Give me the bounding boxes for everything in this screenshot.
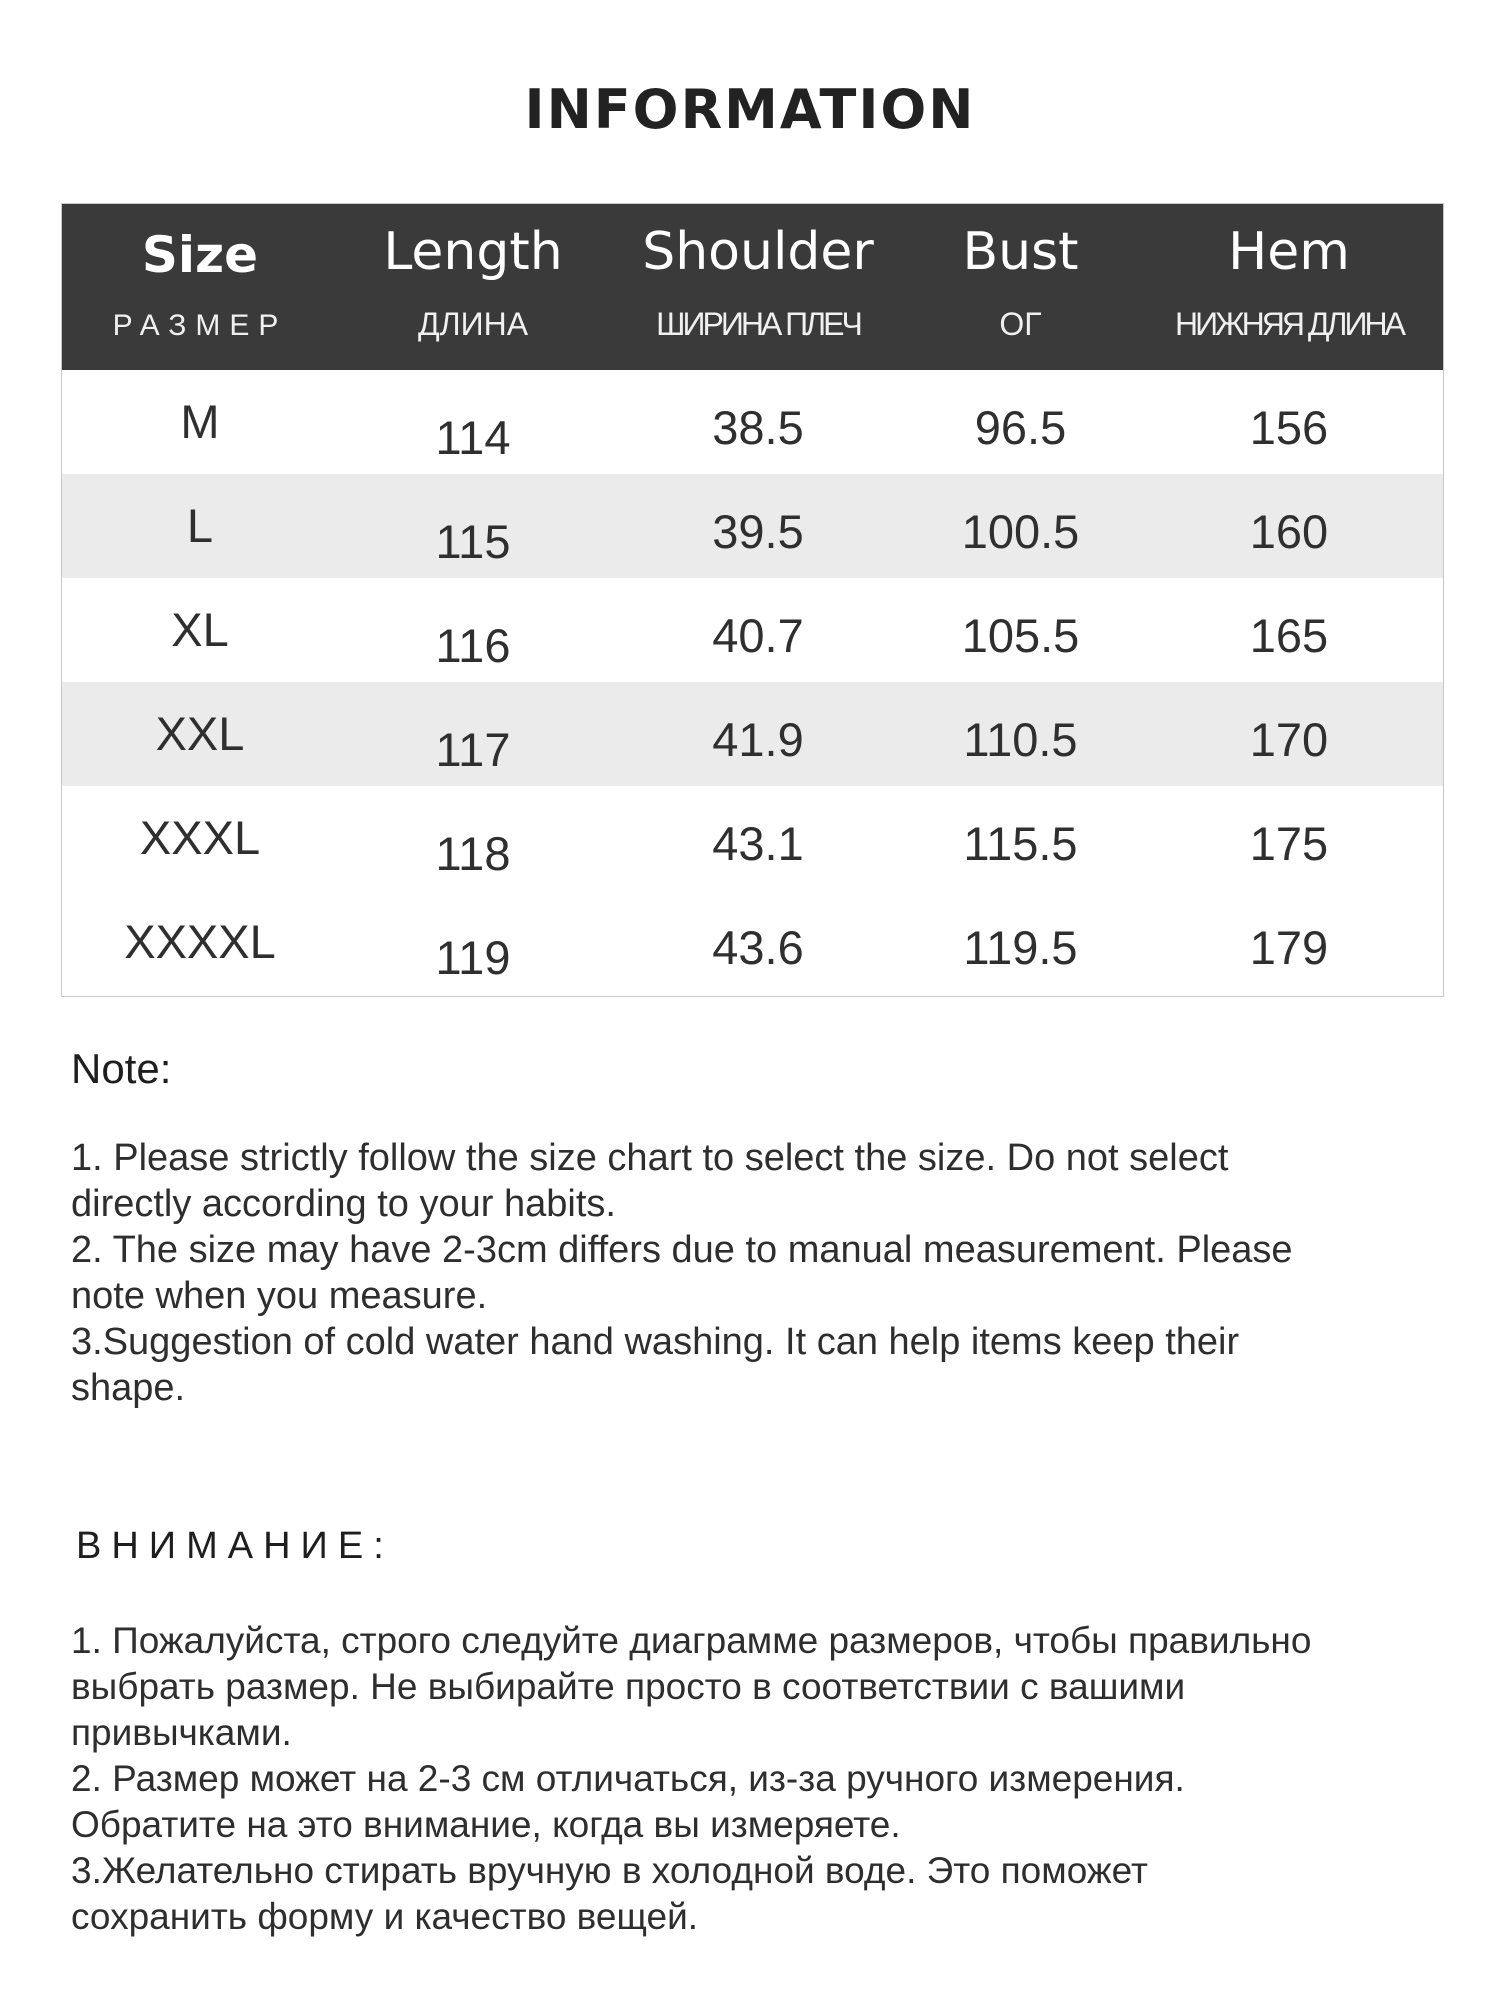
ru-note-line: сохранить форму и качество вещей.	[71, 1896, 699, 1937]
ru-note-line: выбрать размер. Не выбирайте просто в соответствии с вашими	[71, 1666, 1186, 1707]
note-line: shape.	[71, 1367, 186, 1409]
table-row	[62, 682, 1443, 786]
cell-hem: 175	[1249, 817, 1329, 870]
cell-hem: 170	[1249, 713, 1329, 766]
cell-length: 115	[435, 515, 511, 568]
cell-shoulder: 39.5	[712, 505, 804, 558]
cell-bust: 110.5	[963, 713, 1078, 766]
cell-size: XL	[171, 603, 229, 656]
size-chart-table	[61, 203, 1444, 997]
cell-shoulder: 38.5	[712, 401, 804, 454]
header-shoulder	[608, 204, 908, 370]
cell-shoulder: 43.6	[712, 921, 804, 974]
cell-length: 114	[435, 411, 511, 464]
ru-note-line: Обратите на это внимание, когда вы измеряете.	[71, 1804, 901, 1845]
note-body	[71, 1135, 1451, 1411]
note-line: 3.Suggestion of cold water hand washing. It can help items keep their	[71, 1321, 1240, 1363]
header-hem	[1133, 204, 1444, 370]
header-size-label-ru: РАЗМЕР	[112, 309, 288, 342]
header-shoulder-label-ru: ШИРИНА ПЛЕЧ	[656, 306, 860, 342]
note-line: directly according to your habits.	[71, 1183, 616, 1225]
cell-shoulder: 40.7	[712, 609, 804, 662]
header-hem-label: Hem	[1228, 222, 1350, 282]
cell-shoulder: 43.1	[712, 817, 804, 870]
cell-bust: 115.5	[963, 817, 1078, 870]
cell-bust: 119.5	[963, 921, 1078, 974]
cell-bust: 96.5	[974, 401, 1067, 454]
cell-size: L	[186, 499, 214, 552]
header-bust-label: Bust	[962, 222, 1079, 282]
table-row	[62, 786, 1443, 890]
table-row	[62, 890, 1443, 994]
note-line: note when you measure.	[71, 1275, 488, 1317]
cell-size: XXXL	[139, 811, 261, 864]
cell-bust: 100.5	[961, 505, 1080, 558]
table-header	[62, 204, 1443, 370]
cell-length: 116	[435, 619, 511, 672]
cell-size: XXL	[155, 707, 245, 760]
cell-length: 117	[435, 723, 511, 776]
cell-size: XXXXL	[124, 915, 276, 968]
header-size	[62, 204, 338, 370]
ru-note-line: 3.Желательно стирать вручную в холодной воде. Это поможет	[71, 1850, 1148, 1891]
cell-hem: 156	[1249, 401, 1329, 454]
page-title: INFORMATION	[524, 78, 976, 141]
ru-note-heading: ВНИМАНИЕ:	[76, 1525, 394, 1567]
header-bust	[908, 204, 1133, 370]
ru-note-body	[71, 1618, 1471, 1940]
cell-hem: 165	[1249, 609, 1329, 662]
note-line: 1. Please strictly follow the size chart to select the size. Do not select	[71, 1137, 1229, 1179]
note-heading: Note:	[71, 1045, 172, 1092]
cell-length: 119	[435, 931, 511, 984]
note-line: 2. The size may have 2-3cm differs due to manual measurement. Please	[71, 1229, 1293, 1271]
cell-hem: 160	[1249, 505, 1329, 558]
ru-note-line: 1. Пожалуйста, строго следуйте диаграмме размеров, чтобы правильно	[71, 1620, 1312, 1661]
header-hem-label-ru: НИЖНЯЯ ДЛИНА	[1175, 306, 1403, 342]
header-length-label-ru: ДЛИНА	[417, 306, 529, 342]
header-size-label: Size	[141, 226, 259, 284]
header-bust-label-ru: ОГ	[999, 306, 1042, 342]
table-row	[62, 474, 1443, 578]
header-length-label: Length	[383, 222, 563, 282]
cell-bust: 105.5	[961, 609, 1080, 662]
cell-size: M	[180, 395, 220, 448]
ru-note-line: 2. Размер может на 2-3 см отличаться, из-за ручного измерения.	[71, 1758, 1185, 1799]
table-row	[62, 578, 1443, 682]
cell-shoulder: 41.9	[712, 713, 804, 766]
header-shoulder-label: Shoulder	[642, 222, 874, 282]
cell-hem: 179	[1249, 921, 1329, 974]
table-row	[62, 370, 1443, 474]
header-length	[338, 204, 608, 370]
ru-note-line: привычками.	[71, 1712, 292, 1753]
cell-length: 118	[435, 827, 511, 880]
